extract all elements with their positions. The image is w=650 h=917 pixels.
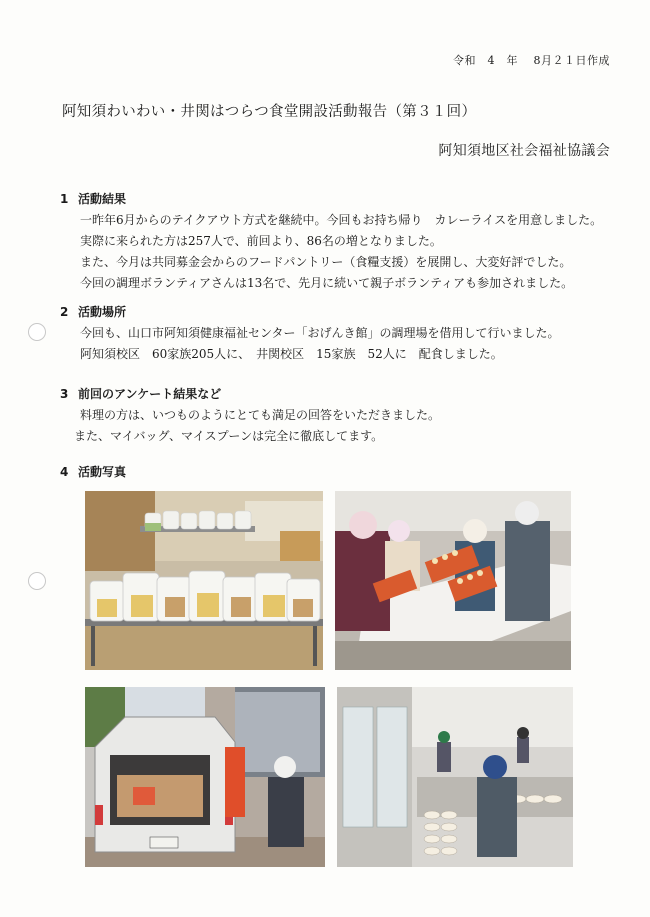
- section-activity-location: [60, 302, 560, 365]
- organization-name: 阿知須地区社会福祉協議会: [438, 143, 610, 159]
- food-bags-illustration: [85, 491, 323, 670]
- text-line: 今回も、山口市阿知須健康福祉センター「おげんき館」の調理場を借用して行いました。: [80, 326, 560, 340]
- photo-car-loading: [85, 687, 325, 867]
- text-line: 今回の調理ボランティアさんは13名で、先月に続いて親子ボランティアも参加されました。: [80, 276, 574, 290]
- section-heading: 1 活動結果: [60, 192, 127, 206]
- text-line: 実際に来られた方は257人で、前回より、86名の増となりました。: [80, 234, 442, 248]
- section-activity-photos: [60, 462, 126, 483]
- text-line: また、今月は共同募金会からのフードパントリー（食糧支援）を展開し、大変好評でした。: [80, 255, 572, 269]
- section-survey-results: [60, 384, 440, 447]
- text-line: 阿知須校区 60家族205人に、 井関校区 15家族 52人に 配食しました。: [80, 347, 503, 361]
- kitchen-trays-illustration: [337, 687, 573, 867]
- photo-food-bags: [85, 491, 323, 670]
- punch-hole-icon: [28, 572, 46, 590]
- document-title: 阿知須わいわい・井関はつらつ食堂開設活動報告（第３１回）: [62, 104, 477, 120]
- section-heading: 2 活動場所: [60, 305, 127, 319]
- car-loading-illustration: [85, 687, 325, 867]
- text-line: 一昨年6月からのテイクアウト方式を継続中。今回もお持ち帰り カレーライスを用意しました。: [80, 213, 603, 227]
- text-line: また、マイバッグ、マイスプーンは完全に徹底してます。: [74, 429, 384, 443]
- section-activity-results: [60, 189, 602, 294]
- text-line: 料理の方は、いつものようにとても満足の回答をいただきました。: [80, 408, 441, 422]
- document-date: 令和 4 年 8月２１日作成: [453, 54, 610, 67]
- section-heading: 4 活動写真: [60, 465, 127, 479]
- photo-volunteers-plating: [335, 491, 571, 670]
- punch-hole-icon: [28, 323, 46, 341]
- photo-kitchen-trays: [337, 687, 573, 867]
- volunteers-plating-illustration: [335, 491, 571, 670]
- section-heading: 3 前回のアンケート結果など: [60, 387, 222, 401]
